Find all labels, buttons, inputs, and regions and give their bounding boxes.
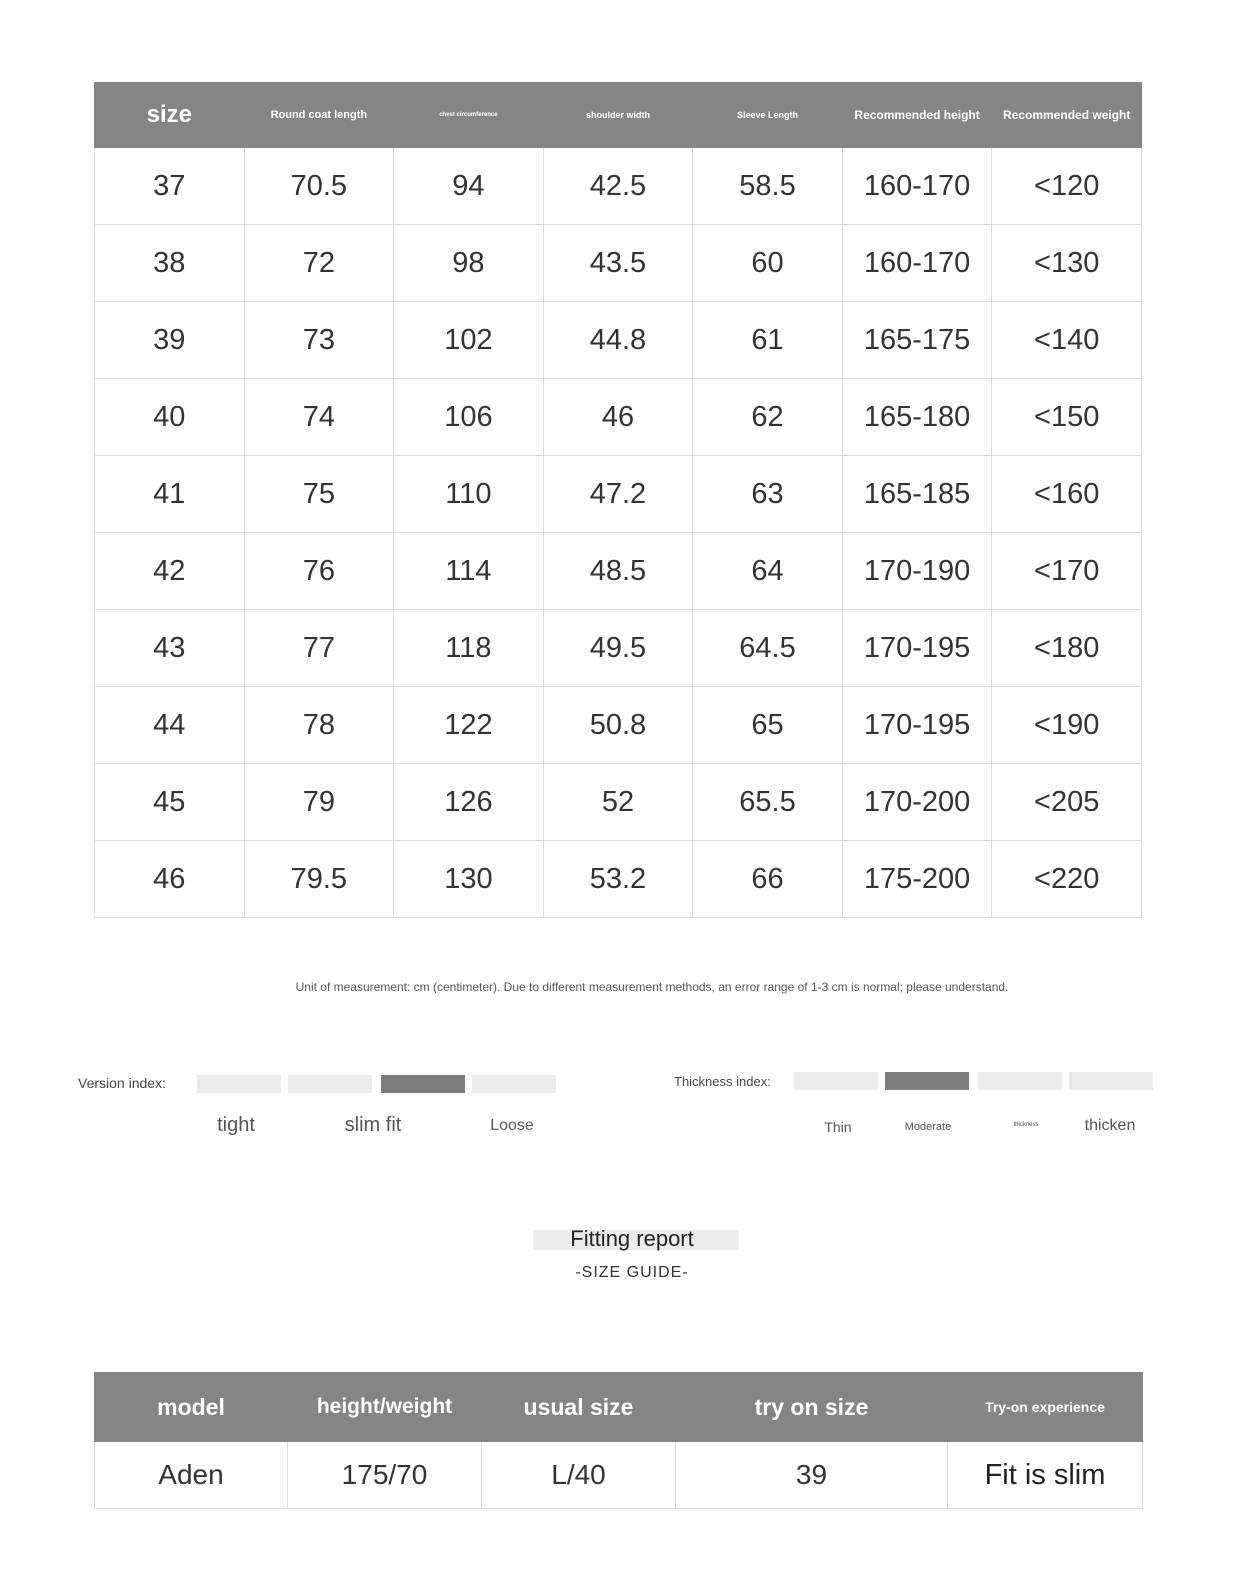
column-header: chest circumference — [394, 83, 544, 148]
table-row — [95, 1442, 1143, 1509]
thickness-index-segment — [978, 1072, 1062, 1090]
column-header: Try-on experience — [948, 1373, 1143, 1442]
table-cell: 38 — [95, 225, 245, 302]
table-cell: 170-200 — [842, 764, 992, 841]
table-cell: 53.2 — [543, 841, 693, 918]
table-cell: 175/70 — [288, 1442, 482, 1509]
column-header: usual size — [482, 1373, 676, 1442]
table-cell: 64.5 — [693, 610, 843, 687]
table-cell: 94 — [394, 148, 544, 225]
table-cell: 50.8 — [543, 687, 693, 764]
table-cell: 46 — [543, 379, 693, 456]
table-cell: 60 — [693, 225, 843, 302]
table-cell: 170-195 — [842, 610, 992, 687]
table-cell: Aden — [95, 1442, 288, 1509]
table-cell: 170-195 — [842, 687, 992, 764]
table-cell: 49.5 — [543, 610, 693, 687]
table-cell: <120 — [992, 148, 1142, 225]
column-header: Recommended height — [842, 83, 992, 148]
column-header: shoulder width — [543, 83, 693, 148]
table-row — [95, 841, 1142, 918]
column-header: Sleeve Length — [693, 83, 843, 148]
table-cell: 160-170 — [842, 225, 992, 302]
table-cell: 78 — [244, 687, 394, 764]
table-row — [95, 148, 1142, 225]
table-cell: 42 — [95, 533, 245, 610]
table-cell: 77 — [244, 610, 394, 687]
version-option-tight: tight — [217, 1114, 255, 1136]
table-cell: 106 — [394, 379, 544, 456]
table-cell: 170-190 — [842, 533, 992, 610]
version-index-label: Version index: — [78, 1075, 166, 1091]
table-cell: 45 — [95, 764, 245, 841]
table-cell: 61 — [693, 302, 843, 379]
thickness-index-label: Thickness index: — [674, 1074, 771, 1089]
table-cell: 46 — [95, 841, 245, 918]
version-index-segment — [288, 1075, 372, 1093]
table-cell: <140 — [992, 302, 1142, 379]
table-cell: L/40 — [482, 1442, 676, 1509]
table-cell: 39 — [676, 1442, 948, 1509]
table-cell: <220 — [992, 841, 1142, 918]
column-header: height/weight — [288, 1373, 482, 1442]
table-cell: 62 — [693, 379, 843, 456]
table-cell: <190 — [992, 687, 1142, 764]
table-cell: 165-175 — [842, 302, 992, 379]
table-cell: 40 — [95, 379, 245, 456]
table-cell: 43.5 — [543, 225, 693, 302]
table-row — [95, 687, 1142, 764]
column-header: try on size — [676, 1373, 948, 1442]
table-cell: Fit is slim — [948, 1442, 1143, 1509]
thickness-option-thicken: thicken — [1084, 1117, 1136, 1134]
table-cell: <130 — [992, 225, 1142, 302]
table-cell: 37 — [95, 148, 245, 225]
table-cell: 72 — [244, 225, 394, 302]
table-cell: 47.2 — [543, 456, 693, 533]
table-cell: 165-180 — [842, 379, 992, 456]
fit-table-header-row — [95, 1373, 1143, 1442]
table-cell: 75 — [244, 456, 394, 533]
table-cell: 74 — [244, 379, 394, 456]
column-header: model — [95, 1373, 288, 1442]
column-header: Recommended weight — [992, 83, 1142, 148]
table-cell: 79 — [244, 764, 394, 841]
table-row — [95, 225, 1142, 302]
thickness-option-thin: Thin — [824, 1119, 852, 1135]
table-cell: 44.8 — [543, 302, 693, 379]
table-cell: <150 — [992, 379, 1142, 456]
table-cell: 73 — [244, 302, 394, 379]
table-cell: 126 — [394, 764, 544, 841]
version-option-slim-fit: slim fit — [344, 1114, 402, 1136]
version-index-segment — [472, 1075, 556, 1093]
table-cell: 76 — [244, 533, 394, 610]
table-row — [95, 764, 1142, 841]
table-row — [95, 456, 1142, 533]
size-table-header-row — [95, 83, 1142, 148]
size-chart-table — [94, 82, 1142, 918]
table-cell: 66 — [693, 841, 843, 918]
table-cell: 98 — [394, 225, 544, 302]
thickness-option-thickness: thickness — [1013, 1122, 1039, 1128]
table-cell: 122 — [394, 687, 544, 764]
table-cell: 48.5 — [543, 533, 693, 610]
table-cell: 79.5 — [244, 841, 394, 918]
fitting-report-title: Fitting report — [570, 1226, 694, 1251]
table-cell: 160-170 — [842, 148, 992, 225]
column-header: Round coat length — [244, 83, 394, 148]
table-cell: 165-185 — [842, 456, 992, 533]
table-row — [95, 379, 1142, 456]
table-cell: <205 — [992, 764, 1142, 841]
table-cell: 52 — [543, 764, 693, 841]
table-cell: 70.5 — [244, 148, 394, 225]
table-cell: 65.5 — [693, 764, 843, 841]
table-cell: 58.5 — [693, 148, 843, 225]
thickness-option-moderate: Moderate — [904, 1121, 952, 1133]
table-cell: 118 — [394, 610, 544, 687]
version-index-segment — [197, 1075, 281, 1093]
thickness-index-segment-selected — [885, 1072, 969, 1090]
table-cell: 43 — [95, 610, 245, 687]
table-cell: 175-200 — [842, 841, 992, 918]
table-cell: 114 — [394, 533, 544, 610]
table-cell: 102 — [394, 302, 544, 379]
version-index-segment-selected — [381, 1075, 465, 1093]
table-cell: 64 — [693, 533, 843, 610]
table-cell: 63 — [693, 456, 843, 533]
version-option-loose: Loose — [490, 1117, 534, 1134]
table-cell: 42.5 — [543, 148, 693, 225]
fitting-report-subtitle: -SIZE GUIDE- — [575, 1264, 689, 1281]
table-row — [95, 610, 1142, 687]
table-cell: <160 — [992, 456, 1142, 533]
unit-note: Unit of measurement: cm (centimeter). Due to different measurement methods, an error range of 1-3 cm is normal; please understand. — [295, 980, 1009, 994]
table-cell: 130 — [394, 841, 544, 918]
thickness-index-segment — [1069, 1072, 1153, 1090]
table-row — [95, 533, 1142, 610]
fitting-table — [94, 1372, 1143, 1509]
table-cell: 44 — [95, 687, 245, 764]
size-table-body — [95, 148, 1142, 918]
table-cell: <170 — [992, 533, 1142, 610]
table-row — [95, 302, 1142, 379]
table-cell: 65 — [693, 687, 843, 764]
table-cell: 110 — [394, 456, 544, 533]
table-cell: 41 — [95, 456, 245, 533]
table-cell: 39 — [95, 302, 245, 379]
column-header: size — [95, 83, 245, 148]
table-cell: <180 — [992, 610, 1142, 687]
thickness-index-segment — [794, 1072, 878, 1090]
